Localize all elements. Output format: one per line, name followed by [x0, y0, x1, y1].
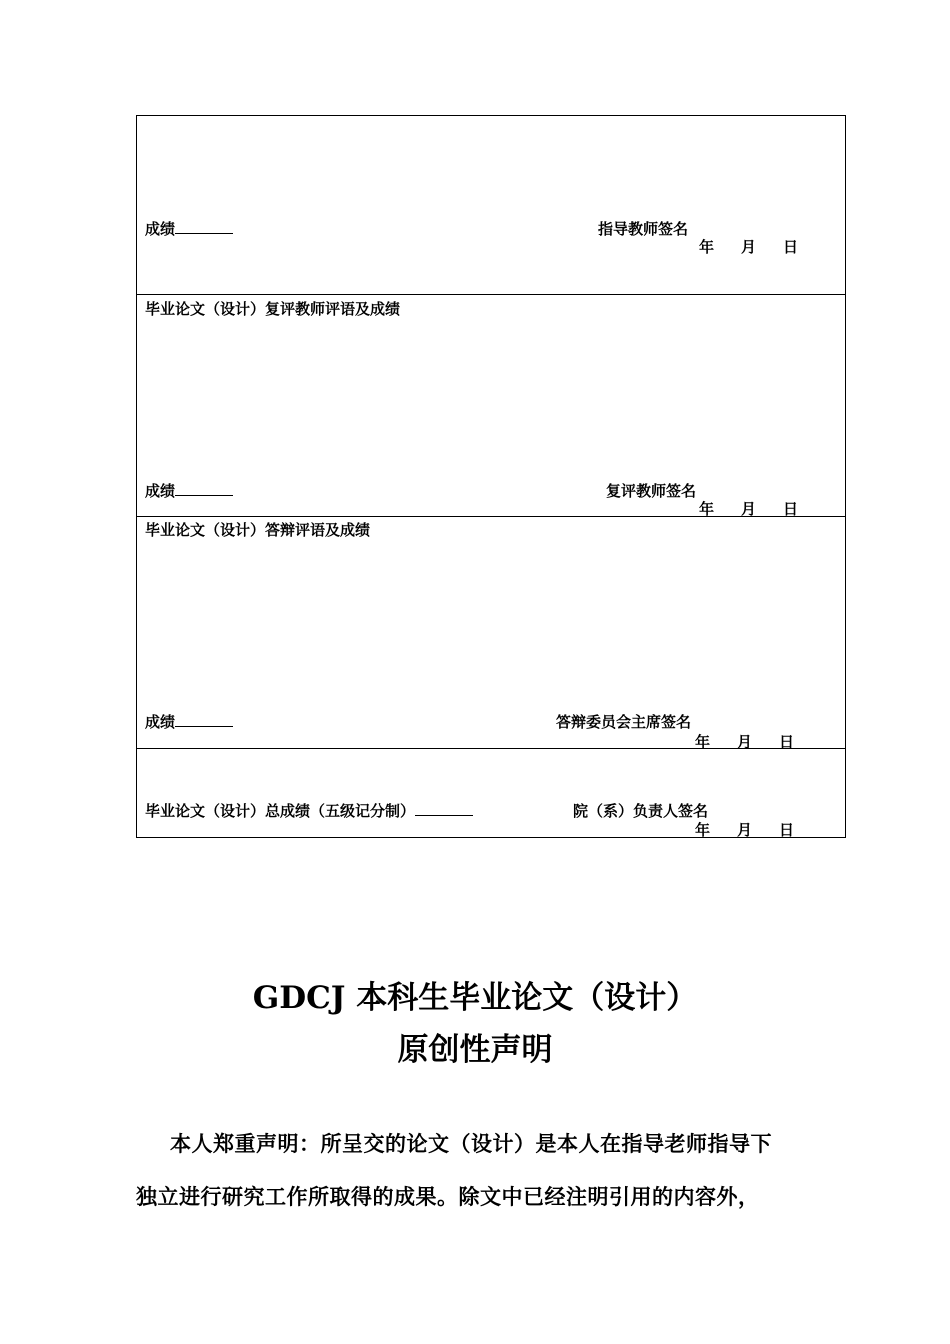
defense-heading: 毕业论文（设计）答辩评语及成绩: [145, 521, 371, 539]
defense-date-year: 年: [695, 733, 711, 751]
advisor-date-day: 日: [783, 238, 799, 256]
total-date-month: 月: [737, 821, 753, 839]
review-grade-field: [145, 480, 233, 501]
advisor-grade-field: [145, 218, 233, 239]
advisor-date: [699, 236, 798, 257]
total-grade-label: 毕业论文（设计）总成绩（五级记分制）: [145, 802, 416, 820]
defense-comment-cell: [136, 516, 846, 749]
defense-date-month: 月: [737, 733, 753, 751]
declaration-title-line1: GDCJ 本科生毕业论文（设计）: [252, 980, 698, 1016]
review-comment-cell: [136, 294, 846, 517]
advisor-comment-cell: [136, 115, 846, 295]
review-grade-label: 成绩: [145, 482, 176, 500]
review-grade-blank[interactable]: [175, 481, 233, 496]
review-heading: 毕业论文（设计）复评教师评语及成绩: [145, 300, 401, 318]
defense-grade-label: 成绩: [145, 713, 176, 731]
defense-date-day: 日: [779, 733, 795, 751]
advisor-date-year: 年: [699, 238, 715, 256]
total-sign-label: 院（系）负责人签名: [573, 802, 709, 820]
total-grade-blank[interactable]: [415, 801, 473, 816]
defense-grade-blank[interactable]: [175, 712, 233, 727]
advisor-date-month: 月: [741, 238, 757, 256]
total-date-day: 日: [779, 821, 795, 839]
declaration-paragraph-line1: 本人郑重声明：所呈交的论文（设计）是本人在指导老师指导下: [170, 1131, 772, 1156]
total-date: [695, 819, 794, 840]
defense-sign-label: 答辩委员会主席签名: [556, 713, 692, 731]
advisor-grade-blank[interactable]: [175, 219, 233, 234]
review-date-month: 月: [741, 500, 757, 518]
total-date-year: 年: [695, 821, 711, 839]
declaration-title-line2: 原创性声明: [397, 1032, 553, 1068]
review-sign-label: 复评教师签名: [606, 482, 697, 500]
review-date-day: 日: [783, 500, 799, 518]
total-grade-field: [145, 800, 473, 821]
advisor-grade-label: 成绩: [145, 220, 176, 238]
review-date-year: 年: [699, 500, 715, 518]
declaration-paragraph-line2: 独立进行研究工作所取得的成果。除文中已经注明引用的内容外，: [136, 1184, 760, 1209]
defense-grade-field: [145, 711, 233, 732]
advisor-sign-label: 指导教师签名: [598, 220, 689, 238]
